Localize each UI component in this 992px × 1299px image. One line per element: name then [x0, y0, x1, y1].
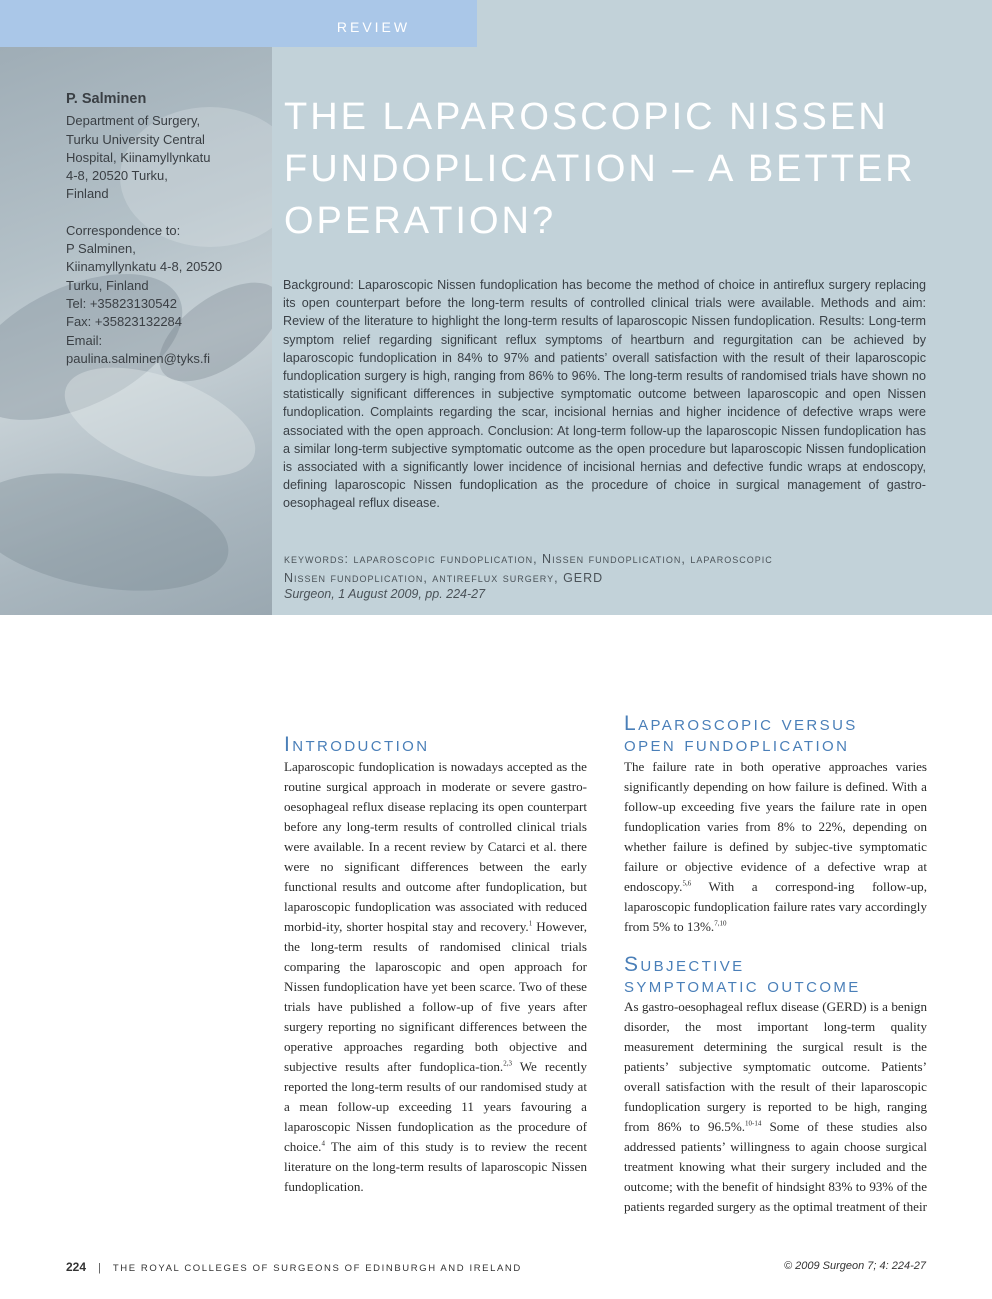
article-title: THE LAPAROSCOPIC NISSEN FUNDOPLICATION – A BETTER OPERATION?: [284, 96, 916, 242]
footer-separator: |: [98, 1262, 101, 1274]
citation-ref: 2,3: [503, 1059, 512, 1068]
correspondence-line: P Salminen,: [66, 241, 136, 257]
introduction-heading: Introduction: [284, 733, 430, 756]
affiliation-line: 4-8, 20520 Turku,: [66, 168, 168, 184]
citation-ref: 7,10: [714, 919, 727, 928]
citation-ref: 1: [528, 919, 533, 928]
phone-line: Tel: +35823130542: [66, 295, 177, 311]
fax-line: Fax: +35823132284: [66, 314, 183, 330]
footer-copyright: © 2009 Surgeon 7; 4: 224-27: [783, 1260, 926, 1272]
affiliation-line: Finland: [66, 186, 109, 202]
citation-ref: 4: [321, 1139, 325, 1148]
correspondence-line: Kiinamyllynkatu 4-8, 20520: [66, 259, 223, 275]
footer-organization: THE ROYAL COLLEGES OF SURGEONS OF EDINBURGH AND IRELAND: [112, 1263, 522, 1274]
citation-ref: 5,6: [682, 879, 692, 888]
section-label: REVIEW: [336, 19, 411, 35]
keywords-line: keywords: laparoscopic fundoplication, Nissen fundoplication, laparoscopic: [284, 552, 773, 566]
affiliation-line: Department of Surgery,: [66, 113, 201, 129]
affiliation-line: Turku University Central: [66, 131, 205, 147]
email-address: paulina.salminen@tyks.fi: [66, 350, 210, 366]
correspondence-line: Turku, Finland: [66, 277, 149, 293]
correspondence-line: Correspondence to:: [66, 222, 181, 238]
keywords: [284, 550, 944, 588]
author-name: P. Salminen: [66, 91, 147, 107]
header-band: [0, 0, 992, 615]
email-label: Email:: [66, 332, 103, 348]
laparoscopic-vs-open-body: [624, 757, 927, 937]
citation: Surgeon, 1 August 2009, pp. 224-27: [284, 587, 486, 601]
introduction-body: [284, 757, 587, 1197]
laparoscopic-paragraph: The failure rate in both operative approaches varies significantly depending on how failure is defined. With a follow-up exceeding five years the failure rate in open fundoplication varies from 8% to 22%, depending on whether failure is defined by subjec-tive symptomatic failure or objective evidence of a defective wrap at endoscopy.$^{5,6}$ With a correspond-ing follow-up, laparoscopic fundoplication failure rates vary accordingly from 5% to 13%.$^{7,10}$: [624, 759, 927, 934]
subjective-outcome-body: [624, 997, 927, 1217]
footer-left: [66, 1260, 522, 1274]
author-info: [66, 90, 266, 368]
laparoscopic-vs-open-heading: Laparoscopic versus open fundoplication: [624, 712, 858, 756]
keywords-line: Nissen fundoplication, antireflux surgery, GERD: [284, 571, 604, 585]
page-number: 224: [66, 1260, 87, 1274]
citation-ref: 10-14: [745, 1119, 762, 1128]
subjective-outcome-heading: Subjective symptomatic outcome: [624, 953, 861, 997]
introduction-paragraph: Laparoscopic fundoplication is nowadays accepted as the routine surgical approach in moderate or severe gastro-oesophageal reflux disease replacing its open counterpart before any long-term results of controlled clinical trials were available. In a recent review by Catarci et al. there were no significant differences between the early functional results and outcome after fundoplication, but laparoscopic fundoplication was associated with reduced morbid-ity, shorter hospital stay and recovery.$^1$ However, the long-term results of randomised clinical trials comparing the laparoscopic and open approach for Nissen fundoplication have yet been scarce. Two of these trials have published a follow-up of five years after surgery reporting no significant differences between the operative approaches regarding both objective and subjective results after fundoplica-tion.$^{2,3}$ We recently reported the long-term results of our randomised study at a mean follow-up exceeding 11 years favouring a laparoscopic Nissen fundoplication as the procedure of choice.$^4$ The aim of this study is to review the recent literature on the long-term results of laparoscopic Nissen fundoplication.: [284, 759, 587, 1194]
affiliation-line: Hospital, Kiinamyllynkatu: [66, 149, 211, 165]
subjective-paragraph: As gastro-oesophageal reflux disease (GERD) is a benign disorder, the most important long-term quality measurement determining the surgical result is the patients’ subjective symptomatic outcome. Patients’ overall satisfaction with the result of their laparoscopic fundoplication surgery is reported to be high, ranging from 86% to 96.5%.$^{10-14}$ Some of these studies also addressed patients’ willingness to again choose surgical treatment knowing what their surgery included and the outcome; with the benefit of hindsight 83% to 93% of the patients regarded surgery as the optimal treatment of their: [624, 999, 927, 1214]
abstract: Background: Laparoscopic Nissen fundoplication has become the method of choice in antireflux surgery replacing its open counterpart before the long-term results of controlled clinical trials were available. Methods and aim: Review of the literature to highlight the long-term results of laparoscopic Nissen fundoplication. Results: Long-term symptom relief regarding significant reflux symptoms of heartburn and regurgitation can be achieved by laparoscopic fundoplication in 84% to 97% and patients’ overall satisfaction with the result of their laparoscopic fundoplication surgery is high, ranging from 86% to 96%. The long-term results of randomised trials have shown no statistically significant differences in subjective symptomatic outcome between laparoscopic and open Nissen fundoplication. Complaints regarding the scar, incisional hernias and higher incidence of defective wraps were associated with the open approach. Conclusion: At long-term follow-up the laparoscopic Nissen fundoplication has a similar long-term subjective symptomatic outcome as the open procedure but laparoscopic Nissen fundoplication is associated with a significantly lower incidence of incisional hernias and defective fundic wraps at endoscopy, defining laparoscopic Nissen fundoplication as the procedure of choice in surgical management of gastro-oesophageal reflux disease.: [283, 278, 926, 511]
